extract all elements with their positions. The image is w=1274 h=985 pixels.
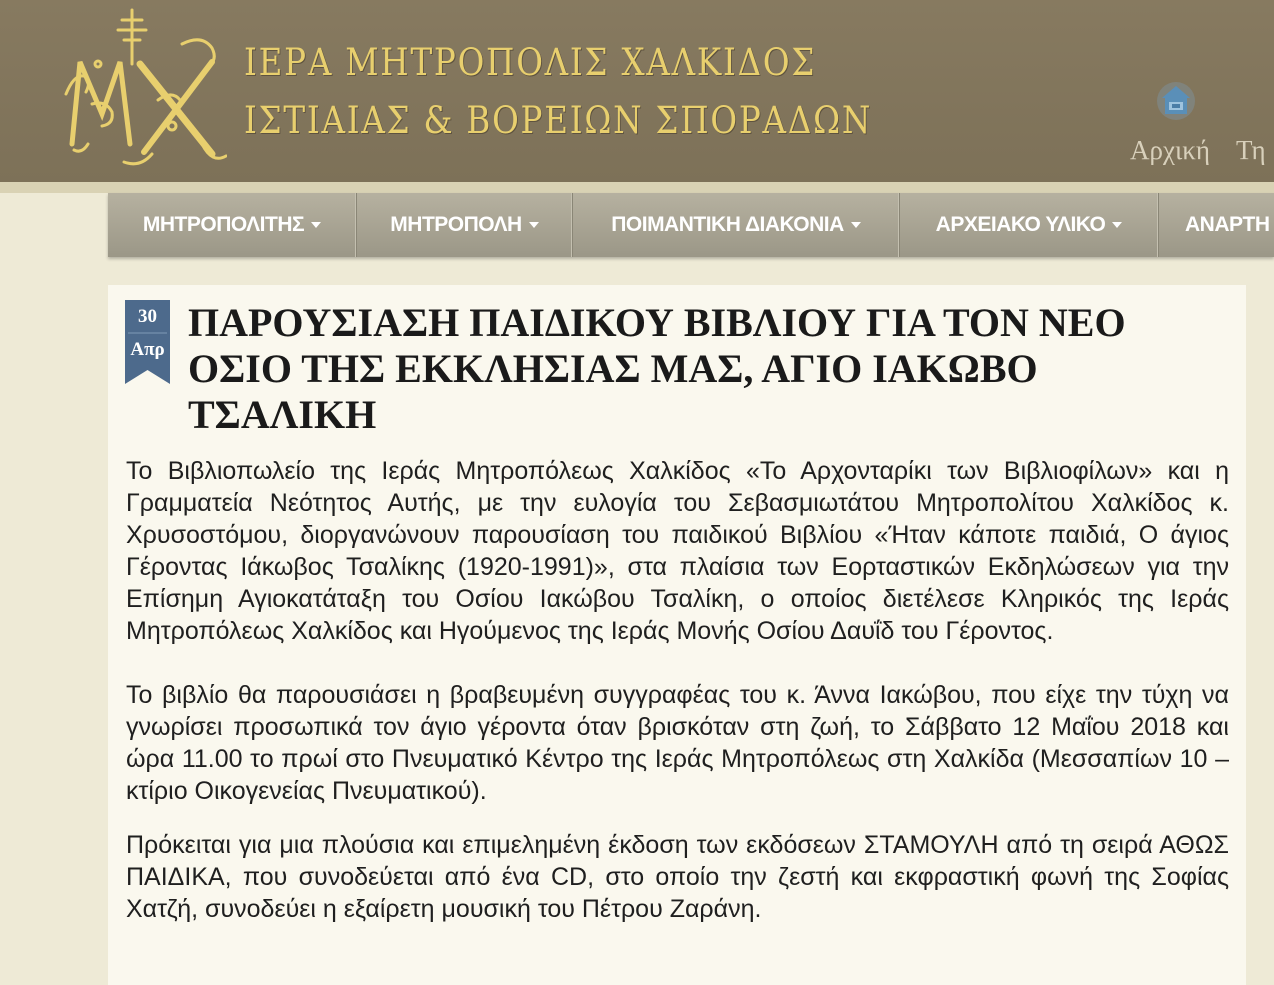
site-title-line-2: ΙΣΤΙΑΙΑΣ & ΒΟΡΕΙΩΝ ΣΠΟΡΑΔΩΝ (244, 99, 873, 142)
post-body (126, 455, 1229, 925)
post-paragraph: Το βιβλίο θα παρουσιάσει η βραβευμένη συγγραφέας του κ. Άννα Ιακώβου, που είχε την τύχη να γνωρίσει προσωπικά τον άγιο γέροντα όταν βρισκόταν στη ζωή, το Σάββατο 12 Μαΐου 2018 και ώρα 11.00 το πρωί στο Πνευματικό Κέντρο της Ιεράς Μητροπόλεως στη Χαλκίδα (Μεσσαπίων 10 – κτίριο Οικογενείας Πνευματικού). (126, 681, 1229, 805)
nav-item-label: ΜΗΤΡΟΠΟΛΙΤΗΣ (142, 213, 305, 236)
nav-item-posts[interactable] (1159, 193, 1274, 257)
top-menu-link-partial[interactable]: Τη (1236, 135, 1266, 165)
caret-down-icon (529, 222, 539, 228)
post-paragraph: Το Βιβλιοπωλείο της Ιεράς Μητροπόλεως Χαλκίδος «Το Αρχονταρίκι των Βιβλιοφίλων» και η Γραμματεία Νεότητος Αυτής, με την ευλογία του Σεβασμιωτάτου Μητροπολίτου Χαλκίδος κ. Χρυσοστόμου, διοργανώνουν παρουσίαση του παιδικού Βιβλίου «Ήταν κάποτε παιδιά, Ο άγιος Γέροντας Ιάκωβος Τσαλίκης (1920-1991)», στα πλαίσια των Εορταστικών Εκδηλώσεων για την Επίσημη Αγιοκατάταξη του Οσίου Ιακώβου Τσαλίκη, ο οποίος διετέλεσε Κληρικός της Ιεράς Μητροπόλεως Χαλκίδος και Ηγούμενος της Ιεράς Μονής Οσίου Δαυΐδ του Γέροντος. (126, 457, 1229, 645)
home-label: Αρχική (1130, 135, 1210, 165)
home-link[interactable] (1130, 80, 1250, 170)
site-title-line-1: ΙΕΡΑ ΜΗΤΡΟΠΟΛΙΣ ΧΑΛΚΙΔΟΣ (244, 41, 817, 84)
post-date-day: 30 (138, 306, 157, 327)
nav-item-pastoral-ministry[interactable] (573, 193, 900, 257)
nav-item-archive-material[interactable] (900, 193, 1159, 257)
post-date-badge (125, 300, 170, 384)
caret-down-icon (311, 222, 321, 228)
nav-item-metropolitan[interactable] (108, 193, 357, 257)
home-icon (1156, 80, 1196, 122)
metropolis-monogram-icon[interactable] (62, 4, 227, 174)
nav-item-metropolis[interactable] (357, 193, 573, 257)
site-title[interactable] (244, 41, 873, 160)
nav-item-label: ΠΟΙΜΑΝΤΙΚΗ ΔΙΑΚΟΝΙΑ (611, 213, 844, 236)
site-header (0, 0, 1274, 182)
post-paragraph: Πρόκειται για μια πλούσια και επιμελημένη έκδοση των εκδόσεων ΣΤΑΜΟΥΛΗ από τη σειρά ΑΘΩΣ ΠΑΙΔΙΚΑ, που συνοδεύεται από ένα CD, στο οποίο την ζεστή και εκφραστική φωνή της Σοφίας Χατζή, συνοδεύει η εξαίρετη μουσική του Πέτρου Ζαράνη. (126, 831, 1229, 923)
caret-down-icon (1112, 222, 1122, 228)
header-divider (0, 182, 1274, 193)
nav-item-label: ΜΗΤΡΟΠΟΛΗ (390, 213, 522, 236)
post-date-month: Απρ (130, 339, 165, 360)
post-title[interactable]: ΠΑΡΟΥΣΙΑΣΗ ΠΑΙΔΙΚΟΥ ΒΙΒΛΙΟΥ ΓΙΑ ΤΟΝ ΝΕΟ ΟΣΙΟ ΤΗΣ ΕΚΚΛΗΣΙΑΣ ΜΑΣ, ΑΓΙΟ ΙΑΚΩΒΟ ΤΣΑΛΙΚΗ (188, 300, 1126, 437)
nav-item-label: ΑΡΧΕΙΑΚΟ ΥΛΙΚΟ (935, 213, 1106, 236)
nav-item-label: ΑΝΑΡΤΗ (1185, 213, 1270, 236)
main-navigation (108, 193, 1274, 257)
caret-down-icon (851, 222, 861, 228)
